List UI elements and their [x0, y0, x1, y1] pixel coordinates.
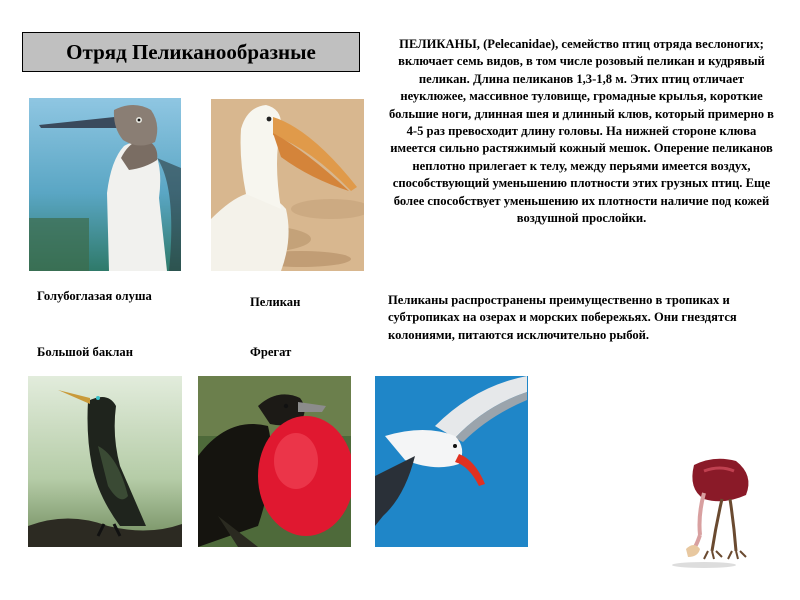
label-great-cormorant: Большой баклан — [37, 345, 133, 359]
pelican-description: ПЕЛИКАНЫ, (Pelecanidae), семейство птиц отряда веслоногих; включает семь видов, в том числе розовый пеликан и кудрявый пеликан. Длина пеликанов 1,3-1,8 м. Этих птиц отличает неуклюжее, массивное туловище, громадные крылья, короткие большие ноги, длинная шея и длинный клюв, который примерно в 4-5 раз превосходит длину головы. На нижней стороне клюва имеется сильно растяжимый кожный мешок. Оперение пеликанов неплотно прилегает к телу, между перьями имеется воздух, способствующий уменьшению плотности этих грузных птиц. Еще более способствует уменьшению их плотности наличие под кожей воздушной прослойки. — [389, 37, 774, 226]
pelican-habitat-text: Пеликаны распространены преимущественно в тропиках и субтропиках на озерах и морских побережьях. Они гнездятся колониями, питаются исключительно рыбой. — [388, 293, 737, 342]
slide-title: Отряд Пеликанообразные — [22, 32, 360, 72]
photo-great-cormorant — [28, 376, 182, 547]
label-pelican: Пеликан — [250, 295, 301, 309]
label-blue-footed-booby: Голубоглазая олуша — [37, 289, 152, 303]
photo-frigatebird — [198, 376, 351, 547]
ostrich-cartoon-icon — [664, 455, 754, 570]
photo-pelican — [211, 99, 364, 271]
label-frigatebird: Фрегат — [250, 345, 292, 359]
photo-flying-seabird — [375, 376, 528, 547]
photo-blue-footed-booby — [29, 98, 181, 271]
